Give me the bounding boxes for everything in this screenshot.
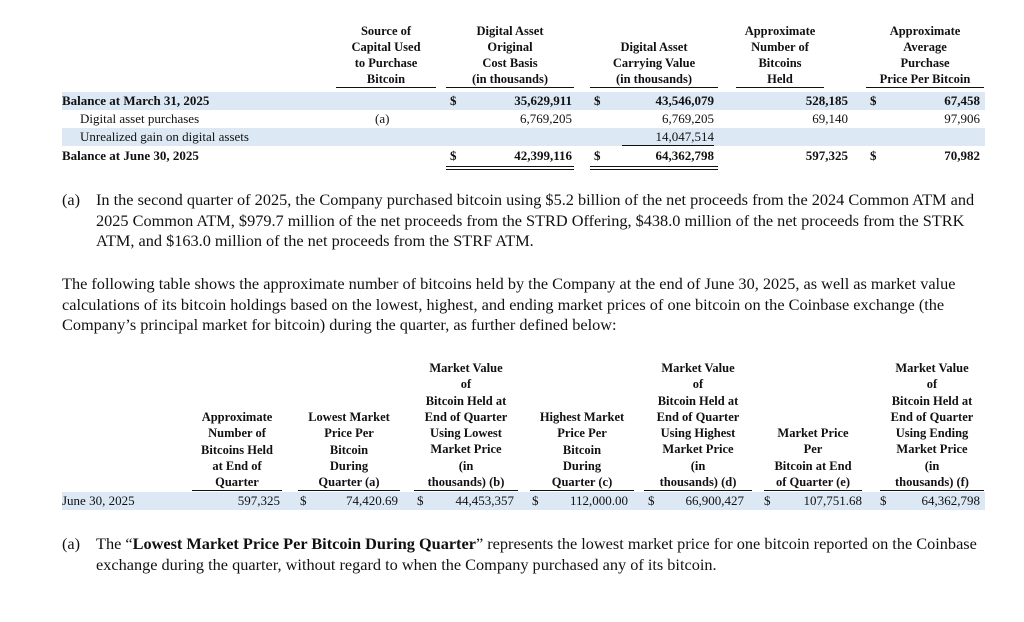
t2-header-mv-highest — [644, 360, 752, 491]
price-value: 97,906 — [944, 111, 980, 126]
mv-highest-value: 66,900,427 — [685, 493, 744, 508]
t2-header-box — [192, 409, 282, 491]
t1-header-source — [336, 23, 436, 88]
price-value: 70,982 — [944, 148, 980, 163]
carry-value: 64,362,798 — [655, 148, 714, 163]
header-line: Held — [767, 72, 793, 86]
row-label: Balance at March 31, 2025 — [62, 93, 210, 108]
header-line: Approximate — [201, 410, 273, 424]
header-line: Bitcoin Held at — [425, 393, 507, 408]
row-label: Balance at June 30, 2025 — [62, 148, 199, 163]
carry-dollar: $ — [594, 93, 601, 108]
t1-header-num-box — [736, 23, 824, 88]
footnote2-a-text — [96, 534, 992, 575]
t1-row-march-balance — [62, 92, 985, 110]
header-line: of — [692, 377, 704, 392]
cost-value: 42,399,116 — [514, 148, 572, 163]
num-value: 69,140 — [812, 111, 848, 126]
header-line: Using Highest — [660, 426, 736, 441]
header-line: Market Value — [895, 361, 969, 375]
row-label: Unrealized gain on digital assets — [80, 129, 249, 144]
header-line: Approximate — [744, 24, 816, 38]
header-line: to Purchase — [354, 56, 418, 70]
t1-header-avg-price — [866, 23, 984, 88]
header-line: End of Quarter — [424, 409, 508, 424]
t2-row-june-30 — [62, 492, 985, 510]
header-line: Bitcoin at End — [774, 458, 852, 473]
header-line: thousands) (f) — [895, 475, 969, 490]
t1-header-price-box — [866, 23, 984, 88]
approx-value: 597,325 — [237, 493, 280, 508]
header-line: Market Value — [429, 361, 503, 375]
header-line: Market Price — [662, 442, 734, 457]
header-line: Number of — [208, 426, 266, 441]
header-line: Bitcoin — [562, 442, 602, 457]
t2-header-end-price — [764, 425, 862, 491]
num-value: 597,325 — [805, 148, 848, 163]
t1-double-underline-carry — [590, 166, 718, 170]
footnote2-bold-term: Lowest Market Price Per Bitcoin During Quarter — [132, 534, 476, 553]
header-line: Bitcoin — [366, 72, 406, 86]
footnote-a-text: In the second quarter of 2025, the Company purchased bitcoin using $5.2 billion of the net proceeds from the 2024 Common ATM and 2025 Common ATM, $979.7 million of the net proceeds from the STRD Offering, $438.0 million of the net proceeds from the STRK ATM, and $163.0 million of the net proceeds from the STRF ATM. — [96, 190, 975, 250]
header-line: Price Per — [324, 426, 374, 441]
t1-row-june-balance — [62, 147, 985, 165]
header-line: Bitcoins Held — [201, 442, 273, 457]
header-line: of — [460, 377, 472, 392]
highest-value: 112,000.00 — [569, 493, 628, 508]
header-line: Quarter — [215, 475, 259, 490]
t1-double-underline-cost — [446, 166, 574, 170]
footnote2-pre: The “ — [96, 534, 133, 553]
header-line: Bitcoin Held at — [657, 393, 739, 408]
t2-header-box — [530, 409, 634, 491]
t1-header-cost-box — [446, 23, 574, 88]
header-line: Digital Asset — [620, 40, 688, 54]
price-dollar: $ — [870, 93, 877, 108]
carry-dollar: $ — [594, 148, 601, 163]
header-line: thousands) (b) — [427, 475, 505, 490]
dollar-sign: $ — [880, 493, 887, 508]
header-line: Original — [487, 40, 533, 54]
header-line: Market Price — [777, 426, 849, 440]
t2-header-lowest — [298, 409, 400, 491]
header-line: Market Price — [896, 442, 968, 457]
intro-paragraph: The following table shows the approximate number of bitcoins held by the Company at the end of June 30, 2025, as well as market value calculations of its bitcoin holdings based on the lowest, highest, and ending market prices of one bitcoin on the Coinbase exchange (the Company’s principal market for bitcoin) during the quarter, as further defined below: — [62, 274, 956, 334]
t1-header-original-cost — [446, 23, 574, 88]
header-line: Highest Market — [539, 410, 625, 424]
header-line: Purchase — [900, 56, 950, 70]
carry-value: 14,047,514 — [622, 128, 714, 146]
header-line: Price Per Bitcoin — [879, 72, 971, 86]
t1-header-carry-box — [590, 39, 718, 88]
header-line: (in — [924, 458, 940, 473]
dollar-sign: $ — [417, 493, 424, 508]
header-line: Quarter (a) — [318, 475, 380, 490]
header-line: End of Quarter — [656, 409, 740, 424]
header-line: Average — [903, 40, 947, 54]
header-line: Approximate — [889, 24, 961, 38]
t2-header-mv-end — [880, 360, 984, 491]
price-value: 67,458 — [944, 93, 980, 108]
header-line: Cost Basis — [482, 56, 538, 70]
row-label: Digital asset purchases — [80, 111, 200, 126]
mv-lowest-value: 44,453,357 — [455, 493, 514, 508]
t1-header-source-box — [336, 23, 436, 88]
header-line: Quarter (c) — [551, 475, 613, 490]
header-line: During — [562, 458, 602, 473]
cost-dollar: $ — [450, 93, 457, 108]
dollar-sign: $ — [764, 493, 771, 508]
t2-header-box — [764, 425, 862, 491]
row-label: June 30, 2025 — [62, 493, 135, 508]
header-line: (in — [690, 458, 706, 473]
footnote2-post: ” represents the lowest market price for one bitcoin reported on the Coinbase exchange during the quarter, without regard to when the Company purchased any of its bitcoin. — [96, 534, 977, 574]
header-line: Bitcoin — [329, 442, 369, 457]
header-line: Source of — [360, 24, 412, 38]
header-line: Bitcoin Held at — [891, 393, 973, 408]
header-line: Number of — [751, 40, 809, 54]
price-dollar: $ — [870, 148, 877, 163]
header-line: at End of — [212, 458, 262, 473]
t2-header-mv-lowest — [414, 360, 518, 491]
header-line: During — [329, 458, 369, 473]
header-line: Using Ending — [895, 426, 969, 441]
cost-dollar: $ — [450, 148, 457, 163]
t2-header-box — [414, 360, 518, 491]
header-line: thousands) (d) — [659, 475, 737, 490]
header-line: Bitcoins — [758, 56, 802, 70]
footnote-a-marker: (a) — [62, 190, 81, 209]
t1-header-carrying — [590, 39, 718, 88]
header-line: of Quarter (e) — [775, 474, 851, 489]
t2-header-highest — [530, 409, 634, 491]
source-note: (a) — [375, 111, 390, 126]
header-line: End of Quarter — [890, 409, 974, 424]
t2-header-box — [644, 360, 752, 491]
cost-value: 35,629,911 — [514, 93, 572, 108]
header-line: Lowest Market — [308, 410, 390, 424]
header-line: Digital Asset — [476, 24, 544, 38]
header-line: Market Value — [661, 361, 735, 375]
header-line: (in thousands) — [471, 72, 549, 86]
t1-row-purchases — [62, 110, 985, 128]
header-line: Market Price — [430, 442, 502, 457]
header-line: (in — [458, 458, 474, 473]
header-line: Per — [803, 442, 823, 457]
dollar-sign: $ — [648, 493, 655, 508]
end-price-value: 107,751.68 — [803, 493, 862, 508]
carry-value: 43,546,079 — [655, 93, 714, 108]
t2-header-box — [880, 360, 984, 491]
num-value: 528,185 — [805, 93, 848, 108]
t1-row-unrealized-gain — [62, 128, 985, 146]
mv-end-value: 64,362,798 — [921, 493, 980, 508]
cost-value: 6,769,205 — [520, 111, 572, 126]
dollar-sign: $ — [300, 493, 307, 508]
header-line: Capital Used — [351, 40, 421, 54]
t2-header-approx — [192, 409, 282, 491]
header-line: Price Per — [557, 426, 607, 441]
header-line: Using Lowest — [430, 426, 502, 441]
header-line: Carrying Value — [612, 56, 696, 70]
lowest-value: 74,420.69 — [346, 493, 398, 508]
dollar-sign: $ — [532, 493, 539, 508]
t2-header-box — [298, 409, 400, 491]
header-line: of — [926, 377, 938, 392]
t1-header-num-bitcoins — [736, 23, 824, 88]
footnote2-a-marker: (a) — [62, 534, 81, 553]
carry-value: 6,769,205 — [662, 111, 714, 126]
header-line: (in thousands) — [615, 72, 693, 86]
